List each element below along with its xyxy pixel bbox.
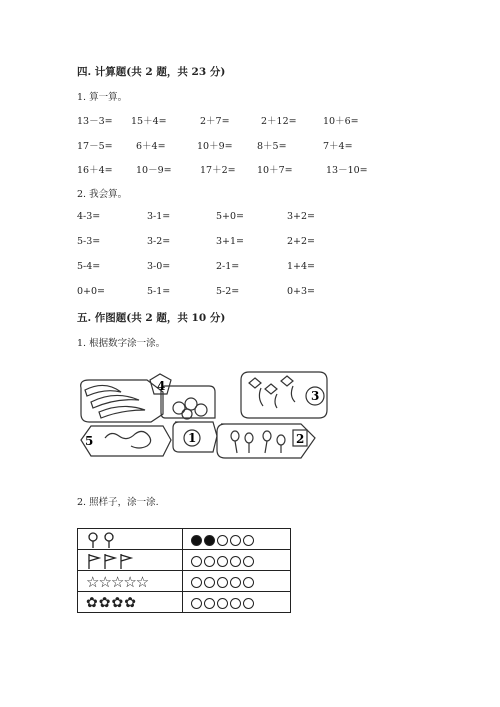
- number-label: 4: [157, 379, 166, 393]
- table-row: [78, 550, 291, 571]
- empty-circle[interactable]: [204, 556, 215, 567]
- empty-circle[interactable]: [191, 556, 202, 567]
- calc-cell: 3-2=: [147, 236, 171, 247]
- question-2-label: 2. 我会算。: [77, 189, 128, 200]
- empty-circle[interactable]: [230, 556, 241, 567]
- calc-cell: 6＋4=: [136, 141, 166, 152]
- coloring-table: [77, 528, 291, 613]
- calc-cell: 0+0=: [77, 286, 106, 297]
- number-label: 2: [296, 432, 305, 446]
- empty-circle[interactable]: [243, 535, 254, 546]
- calc-cell: 16＋4=: [77, 165, 113, 176]
- calc-cell: 10＋7=: [257, 165, 293, 176]
- picture-cell: [78, 592, 183, 613]
- calc-cell: 8＋5=: [257, 141, 287, 152]
- empty-circle[interactable]: [243, 577, 254, 588]
- number-label: 1: [188, 431, 197, 445]
- calc-cell: 1+4=: [287, 261, 316, 272]
- calc-cell: 17－5=: [77, 141, 113, 152]
- calc-cell: 2+2=: [287, 236, 316, 247]
- calc-cell: 17＋2=: [200, 165, 236, 176]
- calc-cell: 5-3=: [77, 236, 101, 247]
- calc-cell: 2＋7=: [200, 116, 230, 127]
- calc-cell: 2-1=: [216, 261, 240, 272]
- calc-cell: 5-4=: [77, 261, 101, 272]
- calc-cell: 5-2=: [216, 286, 240, 297]
- draw-question-2-label: 2. 照样子，涂一涂.: [77, 497, 159, 508]
- calc-cell: 13－3=: [77, 116, 113, 127]
- empty-circle[interactable]: [191, 577, 202, 588]
- section-4-title: 四. 计算题(共 2 题，共 23 分): [77, 66, 226, 78]
- calc-cell: 10－9=: [136, 165, 172, 176]
- section-5-title: 五. 作图题(共 2 题，共 10 分): [77, 312, 226, 324]
- picture-cell: [78, 529, 183, 550]
- flower-icon: ✿✿✿✿: [86, 595, 137, 611]
- circle-cell[interactable]: [183, 592, 291, 613]
- empty-circle[interactable]: [230, 535, 241, 546]
- calc-cell: 3-1=: [147, 211, 171, 222]
- calc-cell: 13－10=: [326, 165, 368, 176]
- calc-cell: 3+2=: [287, 211, 316, 222]
- question-1-label: 1. 算一算。: [77, 92, 128, 103]
- filled-circle[interactable]: [191, 535, 202, 546]
- filled-circle[interactable]: [204, 535, 215, 546]
- calc-cell: 10＋6=: [323, 116, 359, 127]
- calc-cell: 5-1=: [147, 286, 171, 297]
- empty-circle[interactable]: [204, 577, 215, 588]
- empty-circle[interactable]: [204, 598, 215, 609]
- table-row: [78, 592, 291, 613]
- picture-cell: [78, 550, 183, 571]
- lollipop-icon: [86, 531, 130, 549]
- empty-circle[interactable]: [217, 535, 228, 546]
- circle-cell[interactable]: [183, 529, 291, 550]
- table-row: [78, 529, 291, 550]
- empty-circle[interactable]: [243, 598, 254, 609]
- number-label: 5: [85, 434, 94, 448]
- picture-cell: [78, 571, 183, 592]
- calc-cell: 10＋9=: [197, 141, 233, 152]
- circle-cell[interactable]: [183, 571, 291, 592]
- empty-circle[interactable]: [243, 556, 254, 567]
- number-label: 3: [311, 389, 320, 403]
- circle-cell[interactable]: [183, 550, 291, 571]
- calc-cell: 7＋4=: [323, 141, 353, 152]
- calc-cell: 5+0=: [216, 211, 245, 222]
- calc-cell: 3+1=: [216, 236, 245, 247]
- color-by-number-picture: [75, 366, 330, 464]
- flag-icon: [86, 552, 146, 570]
- calc-cell: 15＋4=: [131, 116, 167, 127]
- calc-cell: 2＋12=: [261, 116, 297, 127]
- calc-cell: 3-0=: [147, 261, 171, 272]
- empty-circle[interactable]: [217, 556, 228, 567]
- draw-question-1-label: 1. 根据数字涂一涂。: [77, 338, 166, 349]
- star-icon: ☆☆☆☆☆: [86, 572, 149, 591]
- calc-cell: 0+3=: [287, 286, 316, 297]
- empty-circle[interactable]: [217, 577, 228, 588]
- empty-circle[interactable]: [230, 598, 241, 609]
- calc-cell: 4-3=: [77, 211, 101, 222]
- empty-circle[interactable]: [217, 598, 228, 609]
- empty-circle[interactable]: [230, 577, 241, 588]
- empty-circle[interactable]: [191, 598, 202, 609]
- table-row: [78, 571, 291, 592]
